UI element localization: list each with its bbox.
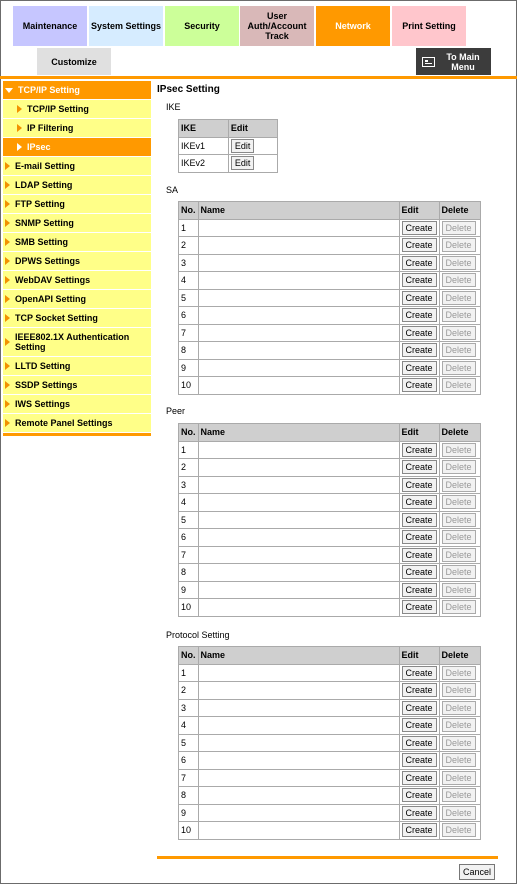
row-number: 2	[179, 237, 199, 255]
row-name	[198, 359, 399, 377]
arrow-icon	[17, 105, 22, 113]
create-button[interactable]: Create	[402, 806, 437, 820]
create-button[interactable]: Create	[402, 771, 437, 785]
create-button[interactable]: Create	[402, 736, 437, 750]
table-row	[179, 324, 481, 342]
row-name	[198, 787, 399, 805]
arrow-icon	[17, 143, 22, 151]
arrow-icon	[5, 219, 10, 227]
delete-button[interactable]: Delete	[442, 771, 476, 785]
row-number: 1	[179, 219, 199, 237]
edit-col-header: Edit	[399, 647, 439, 665]
sidebar-item-remote-panel-settings[interactable]	[3, 414, 151, 433]
table-row	[179, 581, 481, 599]
section-table	[178, 201, 481, 395]
create-button[interactable]: Create	[402, 273, 437, 287]
sidebar-item-label: IP Filtering	[27, 123, 74, 133]
row-number: 5	[179, 734, 199, 752]
no-col-header: No.	[179, 424, 199, 442]
tab-print-setting[interactable]: Print Setting	[392, 6, 466, 46]
delete-button[interactable]: Delete	[442, 273, 476, 287]
row-name	[198, 699, 399, 717]
row-number: 4	[179, 717, 199, 735]
row-name	[198, 822, 399, 840]
sidebar-bottom-divider	[3, 433, 151, 436]
table-row	[179, 289, 481, 307]
create-button[interactable]: Create	[402, 478, 437, 492]
sidebar-item-tcp-ip-setting[interactable]	[3, 100, 151, 119]
sidebar-item-label: LLTD Setting	[15, 361, 71, 371]
row-number: 6	[179, 752, 199, 770]
delete-col-header: Delete	[439, 647, 480, 665]
row-name	[198, 476, 399, 494]
sidebar-item-label: SMB Setting	[15, 237, 68, 247]
edit-col-header: Edit	[399, 202, 439, 220]
sidebar-item-label: E-mail Setting	[15, 161, 76, 171]
arrow-icon	[5, 238, 10, 246]
to-main-menu-button[interactable]	[416, 48, 491, 75]
create-button[interactable]: Create	[402, 443, 437, 457]
sidebar-item-smb-setting[interactable]	[3, 233, 151, 252]
arrow-icon	[5, 338, 10, 346]
row-name	[198, 581, 399, 599]
table-row	[179, 734, 481, 752]
table-row	[179, 664, 481, 682]
create-button[interactable]: Create	[402, 460, 437, 474]
sidebar-item-label: LDAP Setting	[15, 180, 73, 190]
sidebar	[3, 81, 151, 436]
row-number: 7	[179, 769, 199, 787]
table-row	[179, 237, 481, 255]
create-button[interactable]: Create	[402, 513, 437, 527]
tab-network[interactable]: Network	[316, 6, 390, 46]
row-name	[198, 272, 399, 290]
sidebar-item-ftp-setting[interactable]	[3, 195, 151, 214]
row-name	[198, 664, 399, 682]
section-label: Peer	[166, 406, 186, 416]
create-button[interactable]: Create	[402, 343, 437, 357]
table-row	[179, 359, 481, 377]
delete-button[interactable]: Delete	[442, 788, 476, 802]
tab-maintenance[interactable]: Maintenance	[13, 6, 87, 46]
delete-button[interactable]: Delete	[442, 513, 476, 527]
sidebar-item-label: OpenAPI Setting	[15, 294, 87, 304]
row-name	[198, 219, 399, 237]
row-number: 7	[179, 324, 199, 342]
tab-security[interactable]: Security	[165, 6, 239, 46]
table-row	[179, 682, 481, 700]
sidebar-item-label: IEEE802.1X Authentication Setting	[15, 332, 130, 352]
sidebar-item-ip-filtering[interactable]	[3, 119, 151, 138]
arrow-icon	[5, 257, 10, 265]
delete-button[interactable]: Delete	[442, 460, 476, 474]
row-name	[198, 546, 399, 564]
row-number: 9	[179, 581, 199, 599]
row-number: 8	[179, 787, 199, 805]
table-row	[179, 699, 481, 717]
ikev1-edit-button[interactable]: Edit	[231, 139, 255, 153]
table-row	[179, 272, 481, 290]
section-label: Protocol Setting	[166, 630, 230, 640]
tab-user-auth-account-track[interactable]	[240, 6, 314, 46]
row-name	[198, 254, 399, 272]
row-number: 10	[179, 377, 199, 395]
create-button[interactable]: Create	[402, 495, 437, 509]
sidebar-item-ssdp-settings[interactable]	[3, 376, 151, 395]
row-number: 3	[179, 699, 199, 717]
tab-user-auth-label: User Auth/Account Track	[247, 11, 307, 41]
delete-button[interactable]: Delete	[442, 221, 476, 235]
delete-button[interactable]: Delete	[442, 806, 476, 820]
row-number: 3	[179, 254, 199, 272]
row-number: 10	[179, 599, 199, 617]
ike-name: IKEv1	[179, 137, 229, 155]
row-number: 8	[179, 342, 199, 360]
ike-col-header: IKE	[179, 120, 229, 138]
sidebar-item-label: SNMP Setting	[15, 218, 74, 228]
main-content	[157, 84, 497, 95]
delete-button[interactable]: Delete	[442, 666, 476, 680]
create-button[interactable]: Create	[402, 548, 437, 562]
tab-system-settings[interactable]: System Settings	[89, 6, 163, 46]
sidebar-item-openapi-setting[interactable]	[3, 290, 151, 309]
table-row	[179, 476, 481, 494]
table-row	[179, 219, 481, 237]
create-button[interactable]: Create	[402, 378, 437, 392]
row-number: 7	[179, 546, 199, 564]
sidebar-item-webdav-settings[interactable]	[3, 271, 151, 290]
sidebar-item-label: Remote Panel Settings	[15, 418, 113, 428]
section-table	[178, 423, 481, 617]
arrow-icon	[5, 162, 10, 170]
row-number: 3	[179, 476, 199, 494]
create-button[interactable]: Create	[402, 788, 437, 802]
sidebar-item-label: IWS Settings	[15, 399, 71, 409]
table-row	[179, 564, 481, 582]
sidebar-item-snmp-setting[interactable]	[3, 214, 151, 233]
delete-button[interactable]: Delete	[442, 378, 476, 392]
ike-table	[178, 119, 278, 173]
row-name	[198, 289, 399, 307]
footer-divider	[157, 856, 498, 859]
table-row	[179, 342, 481, 360]
create-button[interactable]: Create	[402, 361, 437, 375]
sidebar-item-dpws-settings[interactable]	[3, 252, 151, 271]
sidebar-item-ldap-setting[interactable]	[3, 176, 151, 195]
create-button[interactable]: Create	[402, 583, 437, 597]
table-row	[179, 822, 481, 840]
delete-col-header: Delete	[439, 424, 480, 442]
delete-button[interactable]: Delete	[442, 701, 476, 715]
delete-button[interactable]: Delete	[442, 583, 476, 597]
name-col-header: Name	[198, 202, 399, 220]
delete-button[interactable]: Delete	[442, 718, 476, 732]
create-button[interactable]: Create	[402, 753, 437, 767]
edit-col-header: Edit	[228, 120, 277, 138]
arrow-icon	[5, 295, 10, 303]
row-number: 5	[179, 511, 199, 529]
arrow-icon	[5, 200, 10, 208]
row-number: 10	[179, 822, 199, 840]
sidebar-item-tcp-ip-setting[interactable]	[3, 81, 151, 100]
sidebar-item-ipsec[interactable]	[3, 138, 151, 157]
edit-col-header: Edit	[399, 424, 439, 442]
row-name	[198, 529, 399, 547]
sidebar-item-ieee802-1x-authentication-setting[interactable]	[3, 328, 151, 357]
create-button[interactable]: Create	[402, 530, 437, 544]
row-name	[198, 307, 399, 325]
header-divider	[0, 76, 517, 79]
table-row	[179, 441, 481, 459]
sidebar-item-iws-settings[interactable]	[3, 395, 151, 414]
create-button[interactable]: Create	[402, 600, 437, 614]
row-name	[198, 682, 399, 700]
delete-button[interactable]: Delete	[442, 753, 476, 767]
sidebar-item-label: TCP/IP Setting	[27, 104, 89, 114]
arrow-icon	[5, 314, 10, 322]
row-name	[198, 599, 399, 617]
row-name	[198, 734, 399, 752]
section-label: SA	[166, 185, 179, 195]
table-row	[179, 529, 481, 547]
sidebar-item-label: WebDAV Settings	[15, 275, 91, 285]
table-row	[179, 494, 481, 512]
name-col-header: Name	[198, 424, 399, 442]
sidebar-item-label: DPWS Settings	[15, 256, 81, 266]
table-row	[179, 511, 481, 529]
row-name	[198, 237, 399, 255]
row-number: 8	[179, 564, 199, 582]
delete-button[interactable]: Delete	[442, 308, 476, 322]
create-button[interactable]: Create	[402, 221, 437, 235]
table-row	[179, 769, 481, 787]
row-number: 6	[179, 307, 199, 325]
arrow-icon	[5, 362, 10, 370]
row-name	[198, 377, 399, 395]
no-col-header: No.	[179, 202, 199, 220]
delete-button[interactable]: Delete	[442, 565, 476, 579]
arrow-icon	[5, 88, 13, 93]
delete-button[interactable]: Delete	[442, 823, 476, 837]
delete-button[interactable]: Delete	[442, 683, 476, 697]
name-col-header: Name	[198, 647, 399, 665]
create-button[interactable]: Create	[402, 565, 437, 579]
row-number: 5	[179, 289, 199, 307]
table-row	[179, 307, 481, 325]
row-number: 4	[179, 494, 199, 512]
row-name	[198, 752, 399, 770]
sidebar-item-e-mail-setting[interactable]	[3, 157, 151, 176]
create-button[interactable]: Create	[402, 823, 437, 837]
create-button[interactable]: Create	[402, 291, 437, 305]
row-number: 9	[179, 804, 199, 822]
main-menu-icon	[422, 57, 435, 67]
table-row	[179, 459, 481, 477]
page-title: IPsec Setting	[157, 84, 220, 95]
create-button[interactable]: Create	[402, 718, 437, 732]
table-row	[179, 254, 481, 272]
row-number: 6	[179, 529, 199, 547]
create-button[interactable]: Create	[402, 701, 437, 715]
delete-button[interactable]: Delete	[442, 478, 476, 492]
tab-customize[interactable]: Customize	[37, 48, 111, 75]
row-number: 1	[179, 664, 199, 682]
table-row	[179, 752, 481, 770]
sidebar-item-label: SSDP Settings	[15, 380, 78, 390]
ike-name: IKEv2	[179, 155, 229, 173]
delete-button[interactable]: Delete	[442, 530, 476, 544]
row-number: 2	[179, 682, 199, 700]
to-main-menu-label: To Main Menu	[446, 51, 480, 72]
row-number: 2	[179, 459, 199, 477]
row-name	[198, 717, 399, 735]
row-name	[198, 494, 399, 512]
table-row	[179, 546, 481, 564]
arrow-icon	[5, 276, 10, 284]
table-row	[179, 599, 481, 617]
arrow-icon	[5, 181, 10, 189]
row-name	[198, 564, 399, 582]
arrow-icon	[5, 419, 10, 427]
row-name	[198, 441, 399, 459]
row-number: 9	[179, 359, 199, 377]
delete-button[interactable]: Delete	[442, 443, 476, 457]
create-button[interactable]: Create	[402, 256, 437, 270]
row-name	[198, 342, 399, 360]
create-button[interactable]: Create	[402, 238, 437, 252]
delete-col-header: Delete	[439, 202, 480, 220]
create-button[interactable]: Create	[402, 683, 437, 697]
sidebar-item-label: TCP/IP Setting	[18, 85, 80, 95]
no-col-header: No.	[179, 647, 199, 665]
row-name	[198, 459, 399, 477]
row-number: 4	[179, 272, 199, 290]
delete-button[interactable]: Delete	[442, 495, 476, 509]
delete-button[interactable]: Delete	[442, 343, 476, 357]
ikev2-edit-button[interactable]: Edit	[231, 156, 255, 170]
sidebar-item-label: IPsec	[27, 142, 51, 152]
table-row	[179, 804, 481, 822]
arrow-icon	[17, 124, 22, 132]
sidebar-item-label: FTP Setting	[15, 199, 65, 209]
row-number: 1	[179, 441, 199, 459]
row-name	[198, 324, 399, 342]
delete-button[interactable]: Delete	[442, 736, 476, 750]
delete-button[interactable]: Delete	[442, 256, 476, 270]
cancel-button[interactable]: Cancel	[459, 864, 495, 880]
arrow-icon	[5, 400, 10, 408]
create-button[interactable]: Create	[402, 308, 437, 322]
sidebar-item-lltd-setting[interactable]	[3, 357, 151, 376]
delete-button[interactable]: Delete	[442, 326, 476, 340]
delete-button[interactable]: Delete	[442, 600, 476, 614]
arrow-icon	[5, 381, 10, 389]
delete-button[interactable]: Delete	[442, 291, 476, 305]
delete-button[interactable]: Delete	[442, 238, 476, 252]
delete-button[interactable]: Delete	[442, 361, 476, 375]
table-row	[179, 377, 481, 395]
section-table	[178, 646, 481, 840]
row-name	[198, 769, 399, 787]
table-row	[179, 787, 481, 805]
row-name	[198, 511, 399, 529]
sidebar-item-label: TCP Socket Setting	[15, 313, 98, 323]
row-name	[198, 804, 399, 822]
create-button[interactable]: Create	[402, 326, 437, 340]
create-button[interactable]: Create	[402, 666, 437, 680]
delete-button[interactable]: Delete	[442, 548, 476, 562]
ike-section-label: IKE	[166, 102, 181, 112]
table-row	[179, 717, 481, 735]
sidebar-item-tcp-socket-setting[interactable]	[3, 309, 151, 328]
